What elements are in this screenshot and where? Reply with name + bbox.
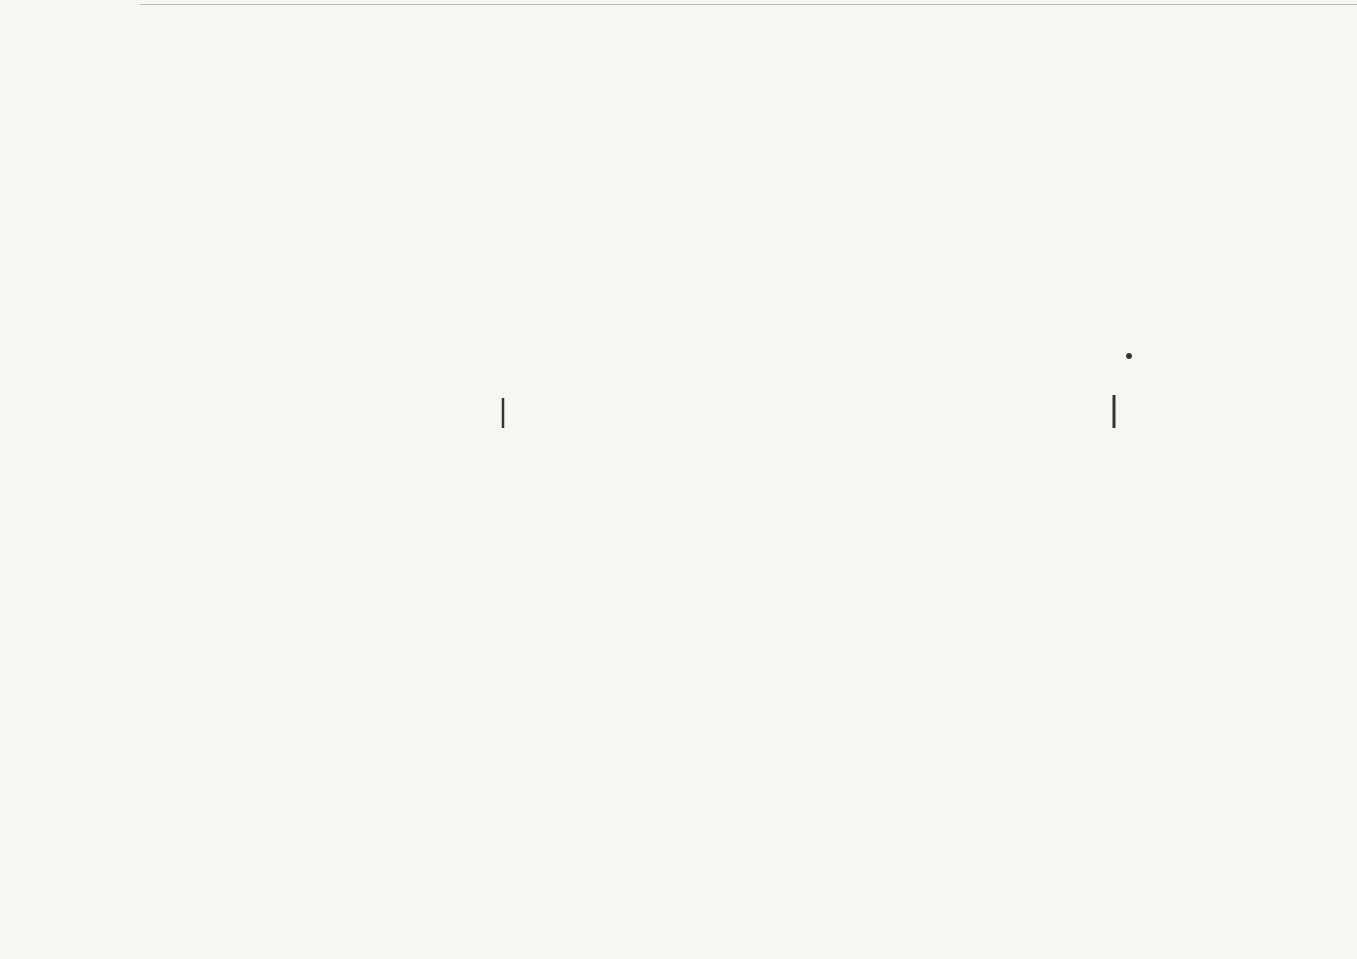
legend-dot-mark: [1126, 353, 1132, 359]
